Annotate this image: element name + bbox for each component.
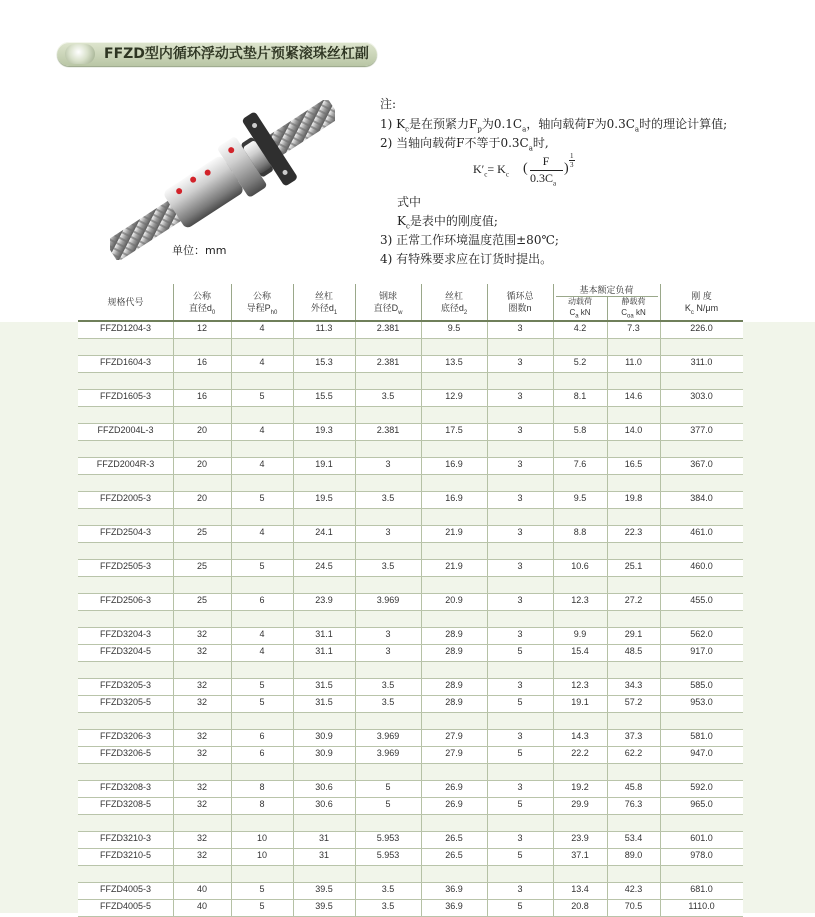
cell-coa: 22.3 bbox=[624, 527, 643, 537]
cell-model: FFZD3208-5 bbox=[99, 799, 152, 809]
col-header-d2: 丝杠 底径$d_2$ bbox=[440, 291, 468, 316]
cell-d0: 12 bbox=[196, 323, 207, 333]
cell-d1: 19.3 bbox=[315, 425, 333, 435]
cell-coa: 42.3 bbox=[624, 884, 643, 894]
cell-ca: 9.9 bbox=[573, 629, 587, 639]
cell-ph0: 10 bbox=[256, 833, 267, 843]
cell-coa: 70.5 bbox=[624, 901, 643, 911]
cell-d0: 40 bbox=[196, 884, 207, 894]
cell-coa: 37.3 bbox=[624, 731, 643, 741]
cell-d2: 26.9 bbox=[445, 799, 463, 809]
cell-d0: 32 bbox=[196, 782, 207, 792]
cell-d0: 32 bbox=[196, 629, 207, 639]
cell-coa: 29.1 bbox=[624, 629, 643, 639]
cell-ph0: 10 bbox=[256, 850, 267, 860]
cell-d2: 13.5 bbox=[445, 357, 463, 367]
table-row bbox=[78, 390, 743, 407]
cell-ph0: 4 bbox=[259, 357, 265, 367]
cell-dw: 5 bbox=[385, 782, 391, 792]
table-row bbox=[78, 628, 743, 645]
col-header-d1: 丝杠 外径$d_1$ bbox=[310, 291, 338, 316]
cell-d1: 23.9 bbox=[315, 595, 333, 605]
cell-turns: 3 bbox=[517, 833, 523, 843]
cell-kc: 681.0 bbox=[690, 884, 713, 894]
cell-turns: 3 bbox=[517, 323, 523, 333]
col-header-turns: 循环总 圈数n bbox=[506, 291, 534, 313]
cell-dw: 3.969 bbox=[376, 731, 400, 741]
cell-kc: 562.0 bbox=[690, 629, 713, 639]
table-row bbox=[78, 424, 743, 441]
cell-ca: 22.2 bbox=[571, 748, 589, 758]
cell-d2: 26.5 bbox=[445, 833, 463, 843]
cell-d1: 30.6 bbox=[315, 799, 333, 809]
table-row bbox=[78, 883, 743, 900]
cell-dw: 2.381 bbox=[376, 425, 400, 435]
cell-d0: 20 bbox=[196, 459, 207, 469]
cell-d0: 32 bbox=[196, 850, 207, 860]
cell-d0: 32 bbox=[196, 697, 207, 707]
table-row bbox=[78, 781, 743, 798]
cell-coa: 45.8 bbox=[624, 782, 643, 792]
cell-dw: 5 bbox=[385, 799, 391, 809]
cell-turns: 3 bbox=[517, 527, 523, 537]
cell-coa: 14.0 bbox=[624, 425, 643, 435]
table-header bbox=[78, 284, 743, 320]
cell-d1: 15.3 bbox=[315, 357, 333, 367]
cell-d0: 25 bbox=[196, 527, 207, 537]
cell-d1: 24.5 bbox=[315, 561, 333, 571]
cell-turns: 3 bbox=[517, 782, 523, 792]
group-spacer bbox=[78, 475, 743, 492]
table-row bbox=[78, 798, 743, 815]
col-header-d0: 公称 直径$d_0$ bbox=[188, 291, 216, 316]
cell-ph0: 6 bbox=[259, 748, 265, 758]
cell-kc: 455.0 bbox=[690, 595, 713, 605]
cell-dw: 3.969 bbox=[376, 748, 400, 758]
table-row bbox=[78, 679, 743, 696]
table-row bbox=[78, 356, 743, 373]
cell-ca: 15.4 bbox=[571, 646, 589, 656]
cell-ca: 19.1 bbox=[571, 697, 589, 707]
cell-ph0: 4 bbox=[259, 323, 265, 333]
cell-d0: 32 bbox=[196, 748, 207, 758]
cell-model: FFZD2004L-3 bbox=[97, 425, 154, 435]
cell-ph0: 5 bbox=[259, 493, 265, 503]
cell-d2: 28.9 bbox=[445, 697, 463, 707]
cell-kc: 917.0 bbox=[690, 646, 713, 656]
cell-ca: 5.2 bbox=[573, 357, 587, 367]
cell-dw: 3.5 bbox=[381, 884, 395, 894]
cell-d1: 31.5 bbox=[315, 697, 333, 707]
cell-ph0: 5 bbox=[259, 561, 265, 571]
cell-turns: 3 bbox=[517, 731, 523, 741]
table-row bbox=[78, 849, 743, 866]
cell-dw: 3.5 bbox=[381, 697, 395, 707]
cell-model: FFZD2504-3 bbox=[99, 527, 152, 537]
table-row bbox=[78, 696, 743, 713]
table-row bbox=[78, 900, 743, 917]
ball-screw-product-image bbox=[110, 100, 335, 260]
group-spacer bbox=[78, 407, 743, 424]
stiffness-formula: $K'_c= K_c$ ( F $0.3C_a$ ) 1 3 bbox=[473, 152, 574, 188]
group-spacer bbox=[78, 373, 743, 390]
col-header-model: 规格代号 bbox=[107, 297, 144, 307]
group-spacer bbox=[78, 543, 743, 560]
cell-d2: 28.9 bbox=[445, 680, 463, 690]
cell-kc: 978.0 bbox=[690, 850, 713, 860]
cell-d1: 39.5 bbox=[315, 901, 333, 911]
cell-dw: 3 bbox=[385, 527, 391, 537]
cell-ca: 19.2 bbox=[571, 782, 589, 792]
cell-model: FFZD3204-5 bbox=[99, 646, 152, 656]
cell-d1: 30.9 bbox=[315, 748, 333, 758]
cell-kc: 1110.0 bbox=[688, 901, 715, 911]
table-row bbox=[78, 832, 743, 849]
where-definition: $K_c$是表中的刚度值; bbox=[397, 214, 498, 231]
cell-model: FFZD2505-3 bbox=[99, 561, 152, 571]
cell-ph0: 6 bbox=[259, 595, 265, 605]
cell-dw: 3 bbox=[385, 646, 391, 656]
cell-ph0: 5 bbox=[259, 391, 265, 401]
cell-d0: 25 bbox=[196, 595, 207, 605]
cell-turns: 3 bbox=[517, 884, 523, 894]
cell-model: FFZD3205-3 bbox=[99, 680, 152, 690]
cell-model: FFZD2004R-3 bbox=[96, 459, 155, 469]
cell-d2: 28.9 bbox=[445, 646, 463, 656]
cell-turns: 3 bbox=[517, 459, 523, 469]
cell-kc: 953.0 bbox=[690, 697, 713, 707]
cell-d2: 20.9 bbox=[445, 595, 463, 605]
cell-coa: 34.3 bbox=[624, 680, 643, 690]
table-row bbox=[78, 526, 743, 543]
cell-d0: 40 bbox=[196, 901, 207, 911]
cell-coa: 19.8 bbox=[624, 493, 643, 503]
cell-ca: 10.6 bbox=[571, 561, 589, 571]
cell-turns: 3 bbox=[517, 595, 523, 605]
cell-model: FFZD2005-3 bbox=[99, 493, 152, 503]
cell-d2: 26.9 bbox=[445, 782, 463, 792]
cell-model: FFZD3206-5 bbox=[99, 748, 152, 758]
cell-ph0: 4 bbox=[259, 425, 265, 435]
cell-model: FFZD3210-5 bbox=[99, 850, 152, 860]
cell-ph0: 5 bbox=[259, 697, 265, 707]
note-2: 2) 当轴向载荷F不等于$0.3C_a$时, bbox=[380, 136, 549, 153]
cell-kc: 367.0 bbox=[690, 459, 713, 469]
cell-turns: 3 bbox=[517, 561, 523, 571]
cell-ph0: 4 bbox=[259, 459, 265, 469]
cell-ph0: 5 bbox=[259, 680, 265, 690]
cell-d1: 19.5 bbox=[315, 493, 333, 503]
col-header-kc: 刚 度 $K_c$ N/μm bbox=[684, 291, 719, 316]
cell-d0: 32 bbox=[196, 646, 207, 656]
cell-turns: 3 bbox=[517, 493, 523, 503]
cell-ca: 4.2 bbox=[573, 323, 587, 333]
group-spacer bbox=[78, 815, 743, 832]
cell-kc: 947.0 bbox=[690, 748, 713, 758]
cell-kc: 581.0 bbox=[690, 731, 713, 741]
title-bullet-icon bbox=[65, 44, 95, 64]
cell-d0: 20 bbox=[196, 425, 207, 435]
cell-ph0: 4 bbox=[259, 646, 265, 656]
cell-turns: 3 bbox=[517, 425, 523, 435]
cell-d0: 20 bbox=[196, 493, 207, 503]
table-row bbox=[78, 594, 743, 611]
cell-d0: 16 bbox=[196, 357, 207, 367]
cell-ca: 12.3 bbox=[571, 595, 589, 605]
cell-dw: 3.5 bbox=[381, 561, 395, 571]
table-row bbox=[78, 322, 743, 339]
table-row bbox=[78, 730, 743, 747]
cell-dw: 2.381 bbox=[376, 323, 400, 333]
cell-ph0: 4 bbox=[259, 629, 265, 639]
note-1: 1) $K_c$是在预紧力$F_p$为$0.1C_a$，轴向载荷F为$0.3C_a$时的理论计算值; bbox=[380, 117, 728, 134]
col-header-load-group: 基本额定负荷 bbox=[579, 285, 634, 295]
cell-ca: 9.5 bbox=[573, 493, 587, 503]
cell-model: FFZD4005-5 bbox=[99, 901, 152, 911]
cell-d2: 36.9 bbox=[445, 884, 463, 894]
table-row bbox=[78, 645, 743, 662]
cell-model: FFZD1605-3 bbox=[99, 391, 152, 401]
cell-model: FFZD3205-5 bbox=[99, 697, 152, 707]
cell-ca: 5.8 bbox=[573, 425, 587, 435]
cell-coa: 57.2 bbox=[624, 697, 643, 707]
cell-d2: 26.5 bbox=[445, 850, 463, 860]
cell-ca: 13.4 bbox=[571, 884, 589, 894]
cell-turns: 5 bbox=[517, 646, 523, 656]
cell-d2: 36.9 bbox=[445, 901, 463, 911]
cell-ph0: 6 bbox=[259, 731, 265, 741]
cell-d0: 32 bbox=[196, 731, 207, 741]
cell-ph0: 8 bbox=[259, 799, 265, 809]
cell-d1: 30.6 bbox=[315, 782, 333, 792]
cell-coa: 11.0 bbox=[625, 357, 642, 367]
cell-d0: 16 bbox=[196, 391, 207, 401]
cell-dw: 3.5 bbox=[381, 680, 395, 690]
cell-d1: 15.5 bbox=[315, 391, 333, 401]
cell-dw: 2.381 bbox=[376, 357, 400, 367]
cell-d1: 31 bbox=[318, 850, 329, 860]
cell-ca: 7.6 bbox=[573, 459, 587, 469]
group-spacer bbox=[78, 866, 743, 883]
cell-model: FFZD3204-3 bbox=[99, 629, 152, 639]
cell-model: FFZD2506-3 bbox=[99, 595, 152, 605]
cell-d0: 32 bbox=[196, 680, 207, 690]
cell-d1: 39.5 bbox=[315, 884, 333, 894]
cell-kc: 226.0 bbox=[690, 323, 713, 333]
cell-ca: 20.8 bbox=[571, 901, 589, 911]
cell-d0: 32 bbox=[196, 799, 207, 809]
group-spacer bbox=[78, 611, 743, 628]
cell-d1: 31.1 bbox=[315, 646, 333, 656]
cell-coa: 16.5 bbox=[624, 459, 643, 469]
cell-kc: 303.0 bbox=[690, 391, 713, 401]
cell-kc: 965.0 bbox=[690, 799, 713, 809]
cell-ph0: 4 bbox=[259, 527, 265, 537]
cell-model: FFZD3208-3 bbox=[99, 782, 152, 792]
table-row bbox=[78, 560, 743, 577]
cell-d2: 12.9 bbox=[445, 391, 463, 401]
cell-dw: 3 bbox=[385, 459, 391, 469]
col-header-ca: 动载荷 $C_a$ kN bbox=[568, 297, 592, 320]
col-header-coa: 静载荷 $C_{oa}$ kN bbox=[621, 297, 646, 320]
group-spacer bbox=[78, 441, 743, 458]
cell-dw: 3.5 bbox=[381, 901, 395, 911]
group-spacer bbox=[78, 713, 743, 730]
cell-d2: 17.5 bbox=[445, 425, 463, 435]
group-spacer bbox=[78, 509, 743, 526]
group-spacer bbox=[78, 339, 743, 356]
cell-ph0: 8 bbox=[259, 782, 265, 792]
cell-d0: 32 bbox=[196, 833, 207, 843]
cell-model: FFZD3210-3 bbox=[99, 833, 152, 843]
cell-dw: 3.5 bbox=[381, 391, 395, 401]
unit-label: 单位：mm bbox=[172, 244, 227, 257]
cell-turns: 5 bbox=[517, 850, 523, 860]
cell-kc: 460.0 bbox=[690, 561, 713, 571]
cell-dw: 5.953 bbox=[376, 850, 400, 860]
cell-coa: 7.3 bbox=[627, 323, 640, 333]
cell-model: FFZD4005-3 bbox=[99, 884, 152, 894]
note-3: 3) 正常工作环境温度范围±80℃; bbox=[380, 233, 559, 247]
cell-turns: 3 bbox=[517, 357, 523, 367]
cell-coa: 48.5 bbox=[624, 646, 643, 656]
cell-coa: 27.2 bbox=[624, 595, 643, 605]
cell-ph0: 5 bbox=[259, 884, 265, 894]
cell-turns: 3 bbox=[517, 391, 523, 401]
group-spacer bbox=[78, 577, 743, 594]
table-row bbox=[78, 492, 743, 509]
cell-coa: 89.0 bbox=[624, 850, 643, 860]
cell-d1: 11.3 bbox=[315, 323, 333, 333]
group-spacer bbox=[78, 662, 743, 679]
cell-d2: 16.9 bbox=[445, 493, 463, 503]
cell-d1: 31.1 bbox=[315, 629, 333, 639]
cell-ca: 12.3 bbox=[571, 680, 589, 690]
cell-turns: 3 bbox=[517, 629, 523, 639]
cell-ca: 23.9 bbox=[571, 833, 589, 843]
cell-dw: 3 bbox=[385, 629, 391, 639]
cell-d1: 30.9 bbox=[315, 731, 333, 741]
cell-d1: 31 bbox=[318, 833, 329, 843]
cell-coa: 14.6 bbox=[624, 391, 643, 401]
cell-dw: 3.969 bbox=[376, 595, 400, 605]
cell-kc: 377.0 bbox=[690, 425, 713, 435]
cell-turns: 5 bbox=[517, 901, 523, 911]
cell-model: FFZD3206-3 bbox=[99, 731, 152, 741]
cell-ca: 8.1 bbox=[573, 391, 587, 401]
cell-kc: 585.0 bbox=[690, 680, 713, 690]
notes-header: 注: bbox=[380, 97, 397, 111]
cell-coa: 25.1 bbox=[624, 561, 643, 571]
cell-d1: 31.5 bbox=[315, 680, 333, 690]
cell-dw: 3.5 bbox=[381, 493, 395, 503]
cell-d2: 27.9 bbox=[445, 731, 463, 741]
cell-dw: 5.953 bbox=[376, 833, 400, 843]
cell-ph0: 5 bbox=[259, 901, 265, 911]
cell-turns: 3 bbox=[517, 680, 523, 690]
cell-d1: 19.1 bbox=[315, 459, 333, 469]
cell-d2: 27.9 bbox=[445, 748, 463, 758]
where-label: 式中 bbox=[397, 195, 422, 209]
cell-ca: 29.9 bbox=[571, 799, 589, 809]
cell-turns: 5 bbox=[517, 799, 523, 809]
table-row bbox=[78, 747, 743, 764]
cell-model: FFZD1204-3 bbox=[99, 323, 152, 333]
cell-kc: 311.0 bbox=[690, 357, 713, 367]
cell-d2: 16.9 bbox=[445, 459, 463, 469]
page-title: FFZD型内循环浮动式垫片预紧滚珠丝杠副 bbox=[104, 46, 369, 62]
cell-model: FFZD1604-3 bbox=[99, 357, 152, 367]
cell-d2: 21.9 bbox=[445, 561, 463, 571]
cell-d2: 28.9 bbox=[445, 629, 463, 639]
col-header-ph0: 公称 导程$P_{h0}$ bbox=[246, 291, 278, 316]
col-header-dw: 钢球 直径$D_w$ bbox=[373, 291, 403, 316]
cell-d1: 24.1 bbox=[315, 527, 333, 537]
note-4: 4) 有特殊要求应在订货时提出。 bbox=[380, 252, 553, 266]
cell-ca: 8.8 bbox=[573, 527, 587, 537]
group-spacer bbox=[78, 764, 743, 781]
cell-ca: 37.1 bbox=[571, 850, 589, 860]
cell-d0: 25 bbox=[196, 561, 207, 571]
cell-kc: 461.0 bbox=[690, 527, 713, 537]
cell-turns: 5 bbox=[517, 697, 523, 707]
cell-turns: 5 bbox=[517, 748, 523, 758]
cell-kc: 384.0 bbox=[690, 493, 713, 503]
cell-d2: 9.5 bbox=[447, 323, 461, 333]
cell-d2: 21.9 bbox=[445, 527, 463, 537]
cell-coa: 76.3 bbox=[624, 799, 643, 809]
cell-coa: 53.4 bbox=[624, 833, 643, 843]
cell-ca: 14.3 bbox=[571, 731, 589, 741]
cell-kc: 601.0 bbox=[690, 833, 713, 843]
table-row bbox=[78, 458, 743, 475]
cell-kc: 592.0 bbox=[690, 782, 713, 792]
cell-coa: 62.2 bbox=[624, 748, 643, 758]
